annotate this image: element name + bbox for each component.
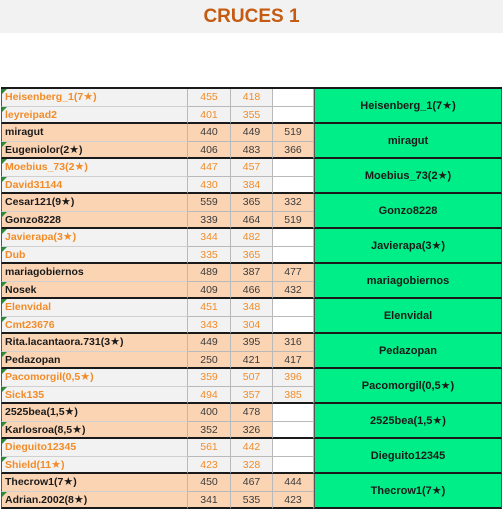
star-icon: ★ xyxy=(432,415,443,427)
winner-cell xyxy=(314,124,502,159)
score-cell xyxy=(273,404,314,422)
player-label: Moebius_73(2 xyxy=(5,161,75,173)
score-cell: 365 xyxy=(231,247,273,265)
player-label-close: ) xyxy=(82,423,86,436)
score-cell: 395 xyxy=(231,334,273,352)
score-cell: 423 xyxy=(188,457,231,475)
player-label-close: ) xyxy=(70,196,75,208)
match-row xyxy=(1,439,502,474)
player-label: Elenvidal xyxy=(5,301,52,313)
score-cell: 430 xyxy=(188,177,231,195)
winner-label: Heisenberg_1(7 xyxy=(360,99,443,112)
winner-label: miragut xyxy=(387,134,429,147)
winner-cell xyxy=(314,229,502,264)
cell-marker-icon xyxy=(2,299,7,304)
score-cell: 328 xyxy=(231,457,273,475)
match-row xyxy=(1,334,502,369)
score-cell xyxy=(273,107,314,125)
player-name xyxy=(1,352,188,370)
score-cell: 507 xyxy=(231,369,273,387)
match-row xyxy=(1,229,502,264)
winner-label-close: ) xyxy=(442,414,446,427)
player-name xyxy=(1,422,188,440)
score-cell: 406 xyxy=(188,142,231,160)
player-label-close: ) xyxy=(119,336,124,348)
winner-label: Moebius_73(2 xyxy=(364,169,438,182)
player-label: Karlosroa(8,5 xyxy=(5,423,73,436)
page-title: CRUCES 1 xyxy=(0,0,503,33)
player-name xyxy=(1,247,188,265)
winner-cell xyxy=(314,439,502,474)
player-name xyxy=(1,124,188,142)
cell-marker-icon xyxy=(2,212,7,217)
match-row xyxy=(1,369,502,404)
score-cell: 332 xyxy=(273,194,314,212)
player-label-close: ) xyxy=(73,476,77,488)
cell-marker-icon xyxy=(2,457,7,462)
score-cell: 519 xyxy=(273,124,314,142)
player-label: leyreipad2 xyxy=(5,108,57,121)
winner-label-close: ) xyxy=(441,239,446,252)
player-name xyxy=(1,177,188,195)
winner-cell xyxy=(314,89,502,124)
score-cell: 483 xyxy=(231,142,273,160)
score-cell: 423 xyxy=(273,492,314,510)
winner-label-close: ) xyxy=(452,99,456,112)
score-cell xyxy=(273,159,314,177)
score-cell: 385 xyxy=(273,387,314,405)
cell-marker-icon xyxy=(2,282,7,287)
star-icon: ★ xyxy=(440,380,451,392)
score-cell: 467 xyxy=(231,474,273,492)
score-cell: 316 xyxy=(273,334,314,352)
player-label: Eugeniolor(2 xyxy=(5,143,70,156)
player-name xyxy=(1,89,188,107)
player-label: Rita.lacantaora.731(3 xyxy=(5,336,111,348)
score-cell: 355 xyxy=(231,107,273,125)
score-cell: 304 xyxy=(231,317,273,335)
cell-marker-icon xyxy=(2,142,7,147)
star-icon: ★ xyxy=(80,371,91,383)
player-name xyxy=(1,159,188,177)
score-cell: 387 xyxy=(231,264,273,282)
player-label: Thecrow1(7 xyxy=(5,476,64,488)
player-label: Dub xyxy=(5,248,26,261)
star-icon: ★ xyxy=(69,143,80,156)
cell-marker-icon xyxy=(2,352,7,357)
player-label-close: ) xyxy=(93,91,97,103)
score-cell: 401 xyxy=(188,107,231,125)
score-cell: 444 xyxy=(273,474,314,492)
score-cell: 343 xyxy=(188,317,231,335)
score-cell: 417 xyxy=(273,352,314,370)
score-cell: 449 xyxy=(188,334,231,352)
score-cell: 366 xyxy=(273,142,314,160)
player-label-close: ) xyxy=(83,493,88,506)
star-icon: ★ xyxy=(437,170,448,182)
score-cell: 450 xyxy=(188,474,231,492)
star-icon: ★ xyxy=(64,406,75,418)
player-label: Dieguito12345 xyxy=(5,441,77,453)
player-name xyxy=(1,474,188,492)
player-name xyxy=(1,264,188,282)
score-cell: 335 xyxy=(188,247,231,265)
winner-label: Elenvidal xyxy=(383,309,433,322)
star-icon: ★ xyxy=(51,458,61,471)
star-icon: ★ xyxy=(83,91,94,103)
winner-cell xyxy=(314,404,502,439)
cell-marker-icon xyxy=(2,492,7,497)
star-icon: ★ xyxy=(431,240,442,252)
player-name xyxy=(1,439,188,457)
player-name xyxy=(1,404,188,422)
winner-label: Dieguito12345 xyxy=(370,449,446,462)
star-icon: ★ xyxy=(72,423,82,436)
score-cell: 409 xyxy=(188,282,231,300)
winner-label-close: ) xyxy=(447,169,452,182)
star-icon: ★ xyxy=(110,336,120,348)
player-name xyxy=(1,229,188,247)
score-cell: 432 xyxy=(273,282,314,300)
player-label: David31144 xyxy=(5,178,63,191)
star-icon: ★ xyxy=(442,100,453,112)
player-label-close: ) xyxy=(84,161,88,173)
player-label: Shield(11 xyxy=(5,458,52,471)
score-cell: 535 xyxy=(231,492,273,510)
score-cell: 339 xyxy=(188,212,231,230)
score-cell xyxy=(273,457,314,475)
score-cell: 400 xyxy=(188,404,231,422)
winner-label-close: ) xyxy=(441,484,446,497)
score-cell: 494 xyxy=(188,387,231,405)
score-cell xyxy=(273,89,314,107)
bracket-table xyxy=(1,87,502,509)
score-cell: 478 xyxy=(231,404,273,422)
score-cell xyxy=(273,422,314,440)
winner-cell xyxy=(314,264,502,299)
cell-marker-icon xyxy=(2,369,7,374)
player-label: Nosek xyxy=(5,283,37,296)
winner-label: Gonzo8228 xyxy=(378,204,438,217)
score-cell: 449 xyxy=(231,124,273,142)
score-cell: 326 xyxy=(231,422,273,440)
player-name xyxy=(1,317,188,335)
winner-cell xyxy=(314,194,502,229)
player-label-close: ) xyxy=(72,231,77,243)
player-name xyxy=(1,299,188,317)
player-name xyxy=(1,282,188,300)
cell-marker-icon xyxy=(2,439,7,444)
player-label: Adrian.2002(8 xyxy=(5,493,74,506)
player-label: Cmt23676 xyxy=(5,318,55,331)
player-label: mariagobiernos xyxy=(5,266,84,278)
score-cell: 457 xyxy=(231,159,273,177)
winner-label-close: ) xyxy=(450,379,455,392)
score-cell: 384 xyxy=(231,177,273,195)
player-label: Pedazopan xyxy=(5,353,61,366)
cell-marker-icon xyxy=(2,159,7,164)
score-cell: 344 xyxy=(188,229,231,247)
score-cell: 442 xyxy=(231,439,273,457)
score-cell xyxy=(273,439,314,457)
player-name xyxy=(1,369,188,387)
match-row xyxy=(1,87,502,124)
winner-label: Pacomorgil(0,5 xyxy=(361,379,441,392)
cell-marker-icon xyxy=(2,89,7,94)
score-cell: 519 xyxy=(273,212,314,230)
winner-cell xyxy=(314,369,502,404)
score-cell: 418 xyxy=(231,89,273,107)
player-name xyxy=(1,387,188,405)
score-cell: 464 xyxy=(231,212,273,230)
score-cell: 451 xyxy=(188,299,231,317)
cell-marker-icon xyxy=(2,247,7,252)
winner-cell xyxy=(314,159,502,194)
player-label: Sick135 xyxy=(5,388,45,401)
player-name xyxy=(1,142,188,160)
player-label-close: ) xyxy=(90,371,94,383)
match-row xyxy=(1,299,502,334)
score-cell: 421 xyxy=(231,352,273,370)
match-row xyxy=(1,474,502,509)
cell-marker-icon xyxy=(2,387,7,392)
score-cell: 447 xyxy=(188,159,231,177)
star-icon: ★ xyxy=(63,476,74,488)
score-cell: 482 xyxy=(231,229,273,247)
score-cell: 357 xyxy=(231,387,273,405)
player-label: Javierapa(3 xyxy=(5,231,63,243)
player-name xyxy=(1,457,188,475)
score-cell: 489 xyxy=(188,264,231,282)
player-label: Gonzo8228 xyxy=(5,213,62,226)
winner-cell xyxy=(314,334,502,369)
score-cell: 455 xyxy=(188,89,231,107)
player-name xyxy=(1,492,188,510)
winner-label: mariagobiernos xyxy=(366,274,450,287)
winner-label: Thecrow1(7 xyxy=(370,484,432,497)
player-label: Heisenberg_1(7 xyxy=(5,91,84,103)
score-cell: 561 xyxy=(188,439,231,457)
score-cell: 250 xyxy=(188,352,231,370)
match-row xyxy=(1,404,502,439)
score-cell xyxy=(273,299,314,317)
cell-marker-icon xyxy=(2,107,7,112)
winner-cell xyxy=(314,299,502,334)
player-label: 2525bea(1,5 xyxy=(5,406,65,418)
star-icon: ★ xyxy=(73,493,84,506)
score-cell xyxy=(273,177,314,195)
match-row xyxy=(1,264,502,299)
winner-cell xyxy=(314,474,502,509)
player-label-close: ) xyxy=(60,458,65,471)
player-name xyxy=(1,334,188,352)
player-name xyxy=(1,107,188,125)
score-cell: 559 xyxy=(188,194,231,212)
star-icon: ★ xyxy=(74,161,85,173)
winner-label: Pedazopan xyxy=(378,344,438,357)
cell-marker-icon xyxy=(2,229,7,234)
score-cell xyxy=(273,317,314,335)
match-row xyxy=(1,124,502,159)
player-label-close: ) xyxy=(74,406,78,418)
score-cell: 365 xyxy=(231,194,273,212)
star-icon: ★ xyxy=(61,196,71,208)
score-cell: 440 xyxy=(188,124,231,142)
score-cell: 352 xyxy=(188,422,231,440)
player-label: Pacomorgil(0,5 xyxy=(5,371,81,383)
player-label-close: ) xyxy=(79,143,83,156)
score-cell: 359 xyxy=(188,369,231,387)
winner-label: 2525bea(1,5 xyxy=(370,414,433,427)
star-icon: ★ xyxy=(62,231,73,243)
cell-marker-icon xyxy=(2,422,7,427)
cell-marker-icon xyxy=(2,317,7,322)
match-row xyxy=(1,159,502,194)
cell-marker-icon xyxy=(2,177,7,182)
score-cell: 396 xyxy=(273,369,314,387)
player-label: Cesar121(9 xyxy=(5,196,62,208)
score-cell: 466 xyxy=(231,282,273,300)
star-icon: ★ xyxy=(431,485,442,497)
winner-label: Javierapa(3 xyxy=(370,239,432,252)
player-label: miragut xyxy=(5,126,44,138)
match-row xyxy=(1,194,502,229)
player-name xyxy=(1,212,188,230)
score-cell xyxy=(273,229,314,247)
score-cell: 348 xyxy=(231,299,273,317)
score-cell: 477 xyxy=(273,264,314,282)
player-name xyxy=(1,194,188,212)
score-cell xyxy=(273,247,314,265)
score-cell: 341 xyxy=(188,492,231,510)
